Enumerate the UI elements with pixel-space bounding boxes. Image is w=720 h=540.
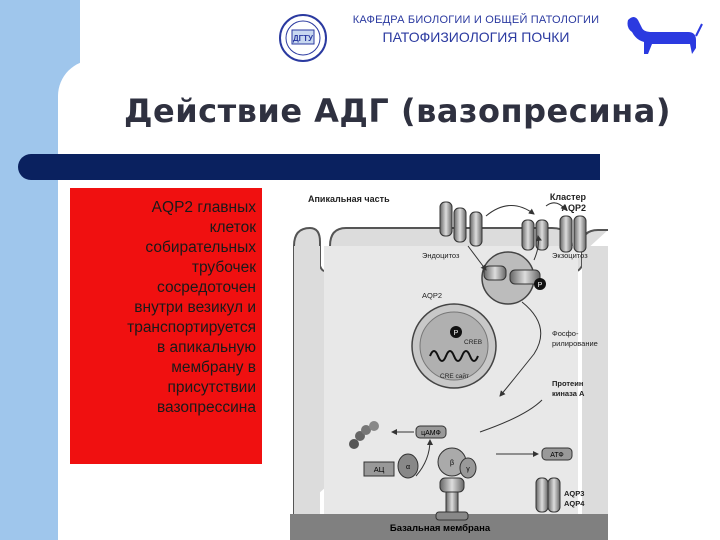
description-box — [70, 188, 262, 464]
basal-membrane-label: Базальная мембрана — [389, 523, 491, 534]
phosphorylation-label-1: Фосфо- — [552, 329, 579, 338]
protein-kinase-label-1: Протеин — [552, 379, 584, 388]
aqp3-aqp4-channel-icon — [536, 478, 560, 512]
svg-text:α: α — [405, 464, 411, 471]
svg-text:P: P — [537, 282, 543, 289]
dachshund-logo-icon — [622, 14, 704, 58]
svg-text:β: β — [449, 460, 455, 467]
endocytosis-label: Эндоцитоз — [422, 251, 460, 260]
adh-mechanism-diagram — [290, 186, 608, 540]
aqp4-label: AQP4 — [564, 499, 585, 508]
phosphorylation-label-2: рилирование — [552, 339, 598, 348]
course-name: ПАТОФИЗИОЛОГИЯ ПОЧКИ — [382, 29, 570, 45]
cluster-aqp2-label: AQP2 — [561, 203, 586, 213]
description-text: AQP2 главных клеток собирательных трубочек сосредоточен внутри везикул и транспортируется в апикальную мембрану в присутствии вазопрессина — [127, 199, 256, 416]
department-name: КАФЕДРА БИОЛОГИИ И ОБЩЕЙ ПАТОЛОГИИ — [352, 14, 600, 26]
header — [330, 14, 622, 45]
atp-label: АТФ — [550, 452, 564, 459]
creb-label: CREB — [464, 339, 483, 346]
page-title: Действие АДГ (вазопресина) — [124, 92, 671, 130]
svg-text:P: P — [453, 330, 459, 337]
ac-label: АЦ — [373, 465, 385, 474]
aqp3-label: AQP3 — [564, 489, 585, 498]
protein-kinase-label-2: киназа А — [552, 389, 585, 398]
svg-text:γ: γ — [466, 466, 470, 473]
cre-site-label: CRE сайт — [440, 373, 470, 380]
aqp2-label: AQP2 — [422, 291, 443, 300]
svg-text:ДГТУ: ДГТУ — [292, 34, 314, 43]
university-logo-icon — [278, 8, 328, 68]
exocytosis-label: Экзоцитоз — [552, 251, 588, 260]
title-divider-bar — [18, 154, 600, 180]
cluster-label: Кластер — [549, 192, 586, 202]
apical-label: Апикальная часть — [308, 194, 390, 204]
camp-label: цАМФ — [421, 430, 441, 437]
